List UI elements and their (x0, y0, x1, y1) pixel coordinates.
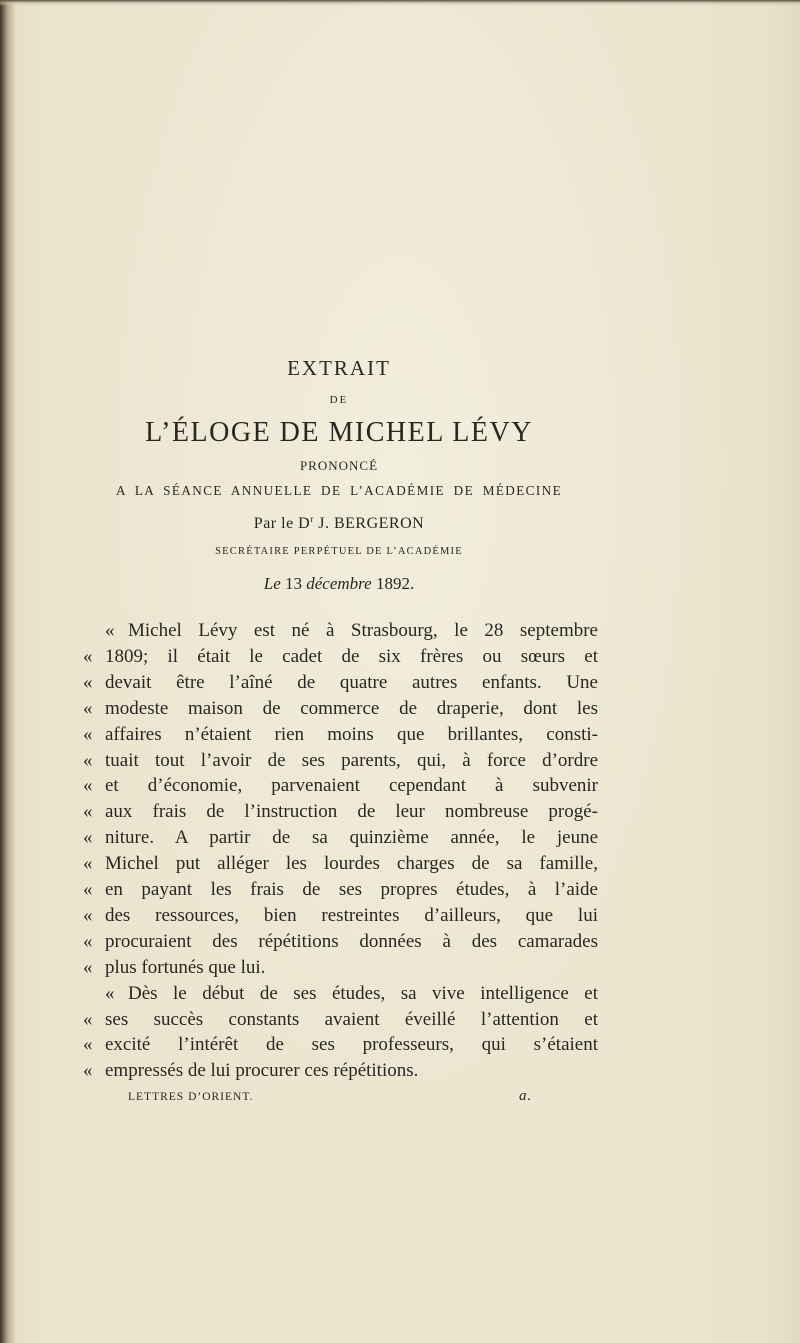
author-line (78, 514, 600, 533)
quote-mark: « (83, 723, 93, 745)
line-text: niture. A partir de sa quinzième année, le jeune (105, 827, 598, 849)
quote-mark: « (105, 982, 115, 1004)
heading-extrait: EXTRAIT (287, 356, 391, 380)
signature-mark: a. (519, 1088, 533, 1104)
author-prefix-sup: r (310, 514, 314, 524)
date-month: décembre (306, 574, 372, 593)
line-text: empressés de lui procurer ces répétitions. (105, 1060, 419, 1082)
date-line (78, 574, 600, 594)
text-line (83, 644, 598, 670)
quote-mark: « (83, 645, 93, 667)
quote-mark: « (83, 853, 93, 875)
quote-mark: « (83, 930, 93, 952)
quote-mark: « (83, 879, 93, 900)
quote-mark: « (83, 671, 93, 693)
author-name: J. BERGERON (313, 515, 425, 532)
text-line (83, 825, 598, 851)
quote-mark: « (83, 1008, 93, 1030)
text-line (83, 1032, 598, 1058)
running-footer: LETTRES D’ORIENT. (128, 1091, 254, 1103)
text-line (83, 618, 598, 644)
quote-mark: « (83, 775, 93, 797)
text-line (83, 1058, 419, 1084)
line-text: modeste maison de commerce de draperie, dont les (105, 697, 598, 719)
text-line (83, 903, 598, 929)
line-text: devait être l’aîné de quatre autres enfants. Une (105, 671, 598, 693)
line-text: procuraient des répétitions données à des camarades (105, 930, 598, 952)
quote-mark: « (83, 1034, 93, 1056)
quote-mark: « (83, 827, 93, 849)
date-year: 1892. (371, 574, 415, 593)
line-text: Michel Lévy est né à Strasbourg, le 28 septembre (128, 620, 598, 641)
binding-shadow (0, 0, 16, 1343)
quote-mark: « (83, 904, 93, 926)
page-title: L’ÉLOGE DE MICHEL LÉVY (145, 417, 533, 448)
text-line (83, 773, 598, 799)
top-edge-shadow (0, 0, 800, 6)
line-text: 1809; il était le cadet de six frères ou sœurs et (105, 645, 598, 667)
text-line (83, 722, 598, 748)
text-line (83, 877, 598, 903)
line-text: affaires n’étaient rien moins que brillantes, consti- (105, 723, 598, 745)
line-text: et d’économie, parvenaient cependant à subvenir (105, 775, 598, 797)
text-line (83, 851, 598, 877)
text-line (83, 929, 598, 955)
author-title: SECRÉTAIRE PERPÉTUEL DE L’ACADÉMIE (215, 546, 463, 557)
text-line (83, 670, 598, 696)
text-line (83, 696, 598, 722)
date-le: Le (263, 574, 281, 593)
quote-mark: « (83, 749, 93, 771)
heading-prononce: PRONONCÉ (299, 458, 379, 473)
heading-de: DE (329, 394, 349, 406)
text-line (83, 955, 266, 981)
line-text: aux frais de l’instruction de leur nombreuse progé- (105, 801, 598, 823)
line-text: Michel put alléger les lourdes charges de sa famille, (105, 853, 598, 875)
line-text: des ressources, bien restreintes d’ailleurs, que lui (105, 904, 598, 926)
text-line (83, 1007, 598, 1033)
line-text: en payant les frais de ses propres études, à l’aide (105, 879, 598, 900)
heading-seance: A LA SÉANCE ANNUELLE DE L’ACADÉMIE DE MÉDECINE (115, 483, 563, 498)
line-text: plus fortunés que lui. (105, 956, 266, 978)
line-text: Dès le début de ses études, sa vive intelligence et (128, 982, 598, 1004)
text-line (83, 981, 598, 1007)
date-day: 13 (280, 574, 307, 593)
text-line (83, 799, 598, 825)
text-line (83, 748, 598, 774)
line-text: excité l’intérêt de ses professeurs, qui s’étaient (105, 1034, 598, 1056)
quote-mark: « (83, 697, 93, 719)
quote-mark: « (83, 801, 93, 823)
quote-mark: « (105, 620, 115, 641)
quote-mark: « (83, 1060, 93, 1082)
line-text: ses succès constants avaient éveillé l’attention et (105, 1008, 598, 1030)
line-text: tuait tout l’avoir de ses parents, qui, à force d’ordre (105, 749, 598, 771)
quote-mark: « (83, 956, 93, 978)
author-prefix: Par le D (253, 515, 311, 532)
